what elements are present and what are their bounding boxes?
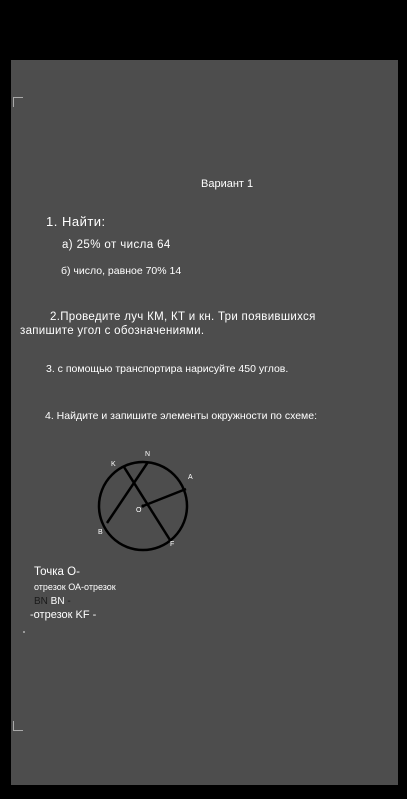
task2-line2: запишите угол с обозначениями. [20,325,205,337]
task3-text: 3. с помощью транспортира нарисуйте 450 углов. [46,363,289,375]
task4-text: 4. Найдите и запишите элементы окружности по схеме: [45,410,318,422]
answer-segment-kf: -отрезок KF - [30,609,97,621]
answer-segment-bn [34,596,71,607]
label-a: A [188,474,193,481]
label-f: F [170,541,175,548]
circle-figure [90,446,210,556]
label-n: N [145,451,151,458]
center-point-o [141,504,144,507]
page-corner-mark-bottom [13,721,23,731]
stray-dot [23,631,25,633]
task2-line1: 2.Проведите луч КМ, КТ и кн. Три появившихся [50,311,316,323]
task1-heading: 1. Найти: [46,214,106,229]
task1-item-a: а) 25% от числа 64 [62,239,171,251]
label-k: K [111,461,116,468]
answer-bn-suffix: - [64,596,71,607]
document-page [11,60,398,785]
answer-segment-oa: отрезок ОА-отрезок [34,582,116,592]
label-b: B [98,529,103,536]
radius-oa [143,489,186,506]
task1-item-b: б) число, равное 70% 14 [61,265,182,277]
page-corner-mark-top [13,97,23,107]
answer-bn-highlight: BN [50,596,65,607]
answer-point-o: Точка О- [34,566,80,578]
label-o: O [136,507,142,514]
top-bar [0,0,407,60]
answer-bn-prefix: BN [34,596,51,607]
variant-title: Вариант 1 [201,178,254,190]
